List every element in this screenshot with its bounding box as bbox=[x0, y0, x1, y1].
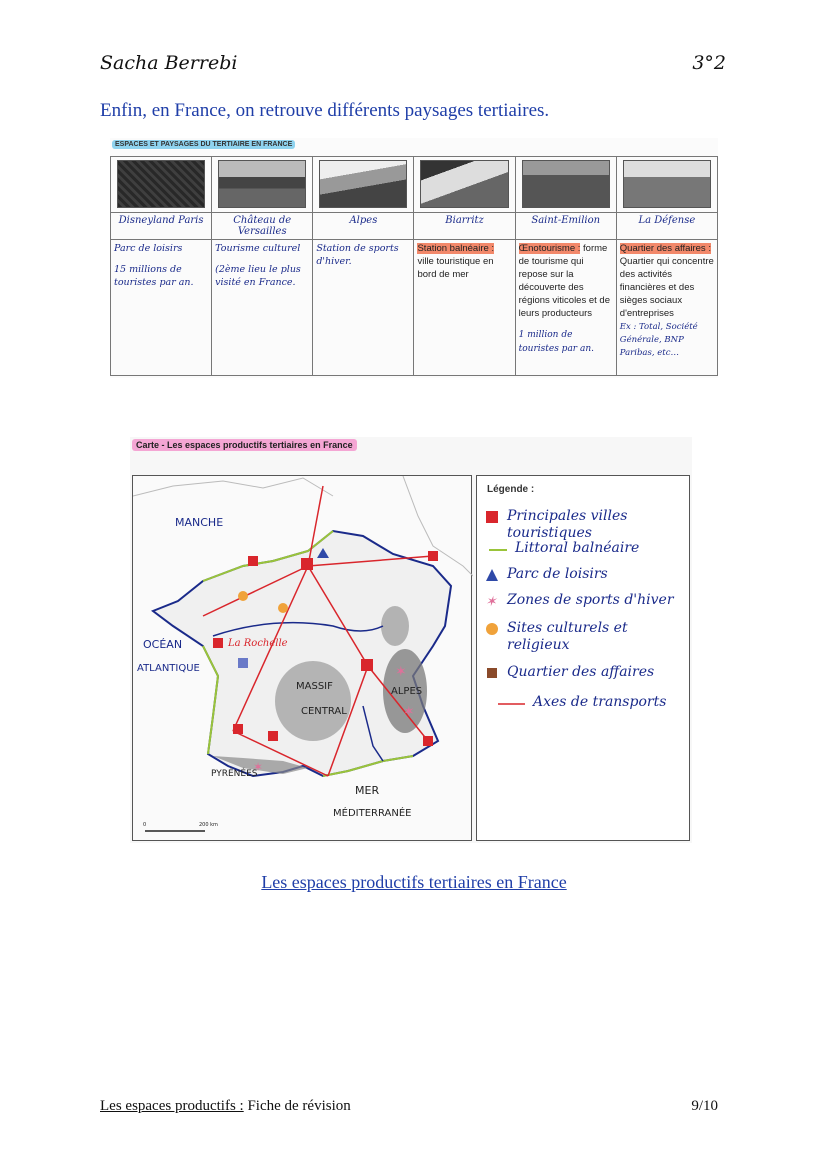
legend-item: Littoral balnéaire bbox=[485, 540, 639, 557]
definition-term: Station balnéaire : bbox=[417, 243, 495, 254]
place-name: La Défense bbox=[616, 213, 717, 240]
orange-dot-icon bbox=[485, 622, 499, 636]
class-label: 3°2 bbox=[692, 52, 726, 74]
map-label-mer: MER bbox=[355, 784, 380, 797]
neighbour-border bbox=[133, 478, 333, 496]
triangle-icon bbox=[485, 568, 499, 582]
ski-zone-marker: ✶ bbox=[395, 665, 407, 680]
place-description: Quartier des affaires : Quartier qui concentre des activités financières et des sièges sociaux d'entreprises Ex : Total, Société Générale, BNP Paribas, etc… bbox=[616, 240, 717, 376]
tourist-city-marker bbox=[213, 638, 223, 648]
tourist-city-marker bbox=[423, 736, 433, 746]
legend-item: Parc de loisirs bbox=[485, 566, 608, 583]
place-name: Saint-Emilion bbox=[515, 213, 616, 240]
business-district-photo bbox=[623, 160, 711, 208]
tourist-city-marker bbox=[301, 558, 313, 570]
tertiary-landscapes-table bbox=[110, 138, 718, 378]
tourist-city-marker bbox=[248, 556, 258, 566]
place-name: Biarritz bbox=[414, 213, 515, 240]
intro-text: Enfin, en France, on retrouve différents paysages tertiaires. bbox=[100, 100, 550, 121]
map-label-alpes: ALPES bbox=[391, 686, 423, 697]
cultural-site-marker bbox=[278, 603, 288, 613]
map-label-central: CENTRAL bbox=[301, 706, 347, 717]
tourist-city-marker bbox=[361, 659, 373, 671]
tertiary-map-figure bbox=[130, 437, 692, 843]
massif-central-relief bbox=[275, 661, 351, 741]
tourist-city-marker bbox=[428, 551, 438, 561]
jura-relief bbox=[381, 606, 409, 646]
page-number: 9/10 bbox=[691, 1098, 718, 1114]
svg-text:✶: ✶ bbox=[485, 594, 497, 608]
france-map bbox=[132, 475, 472, 841]
place-name: Château de Versailles bbox=[212, 213, 313, 240]
ski-zone-marker: ✶ bbox=[253, 760, 264, 774]
map-legend bbox=[476, 475, 690, 841]
definition-term: Quartier des affaires : bbox=[619, 243, 711, 254]
scale-label: 200 km bbox=[199, 822, 218, 828]
theme-park-aerial-photo bbox=[117, 160, 205, 208]
red-square-icon bbox=[485, 510, 499, 524]
map-label-pyrenees: PYRÉNÉES bbox=[211, 769, 258, 779]
tourist-city-marker bbox=[268, 731, 278, 741]
landscapes-grid bbox=[110, 156, 718, 376]
green-line-icon bbox=[485, 542, 507, 556]
map-label-atlantique: ATLANTIQUE bbox=[137, 663, 200, 674]
ski-station-photo bbox=[319, 160, 407, 208]
scale-zero: 0 bbox=[143, 822, 147, 828]
legend-item: Quartier des affaires bbox=[485, 664, 654, 681]
figure-caption-link[interactable]: Les espaces productifs tertiaires en France bbox=[261, 872, 567, 892]
place-description: Station balnéaire : ville touristique en bord de mer bbox=[414, 240, 515, 376]
ski-zone-marker: ✶ bbox=[403, 705, 415, 720]
france-map-drawing bbox=[133, 476, 473, 842]
legend-item: Axes de transports bbox=[485, 694, 666, 711]
brown-square-icon bbox=[485, 666, 499, 680]
place-description: Tourisme culturel (2ème lieu le plus visité en France. bbox=[212, 240, 313, 376]
red-line-icon bbox=[485, 696, 525, 710]
place-description: Œnotourisme : forme de tourisme qui repose sur la découverte des régions viticoles et de leurs producteurs 1 million de touristes par an. bbox=[515, 240, 616, 376]
map-label-la-rochelle: La Rochelle bbox=[228, 638, 288, 649]
palace-photo bbox=[218, 160, 306, 208]
place-description: Parc de loisirs 15 millions de touristes par an. bbox=[111, 240, 212, 376]
definition-term: Œnotourisme : bbox=[518, 243, 581, 254]
legend-item: ✶ Zones de sports d'hiver bbox=[485, 592, 674, 608]
legend-item: Sites culturels et religieux bbox=[485, 620, 675, 654]
vineyard-village-photo bbox=[522, 160, 610, 208]
place-name: Disneyland Paris bbox=[111, 213, 212, 240]
tourist-city-marker bbox=[233, 724, 243, 734]
place-description: Station de sports d'hiver. bbox=[313, 240, 414, 376]
map-label-mediterranee: MÉDITERRANÉE bbox=[333, 808, 412, 819]
map-label-massif: MASSIF bbox=[296, 681, 333, 692]
legend-title: Légende : bbox=[487, 484, 535, 495]
table-title: ESPACES ET PAYSAGES DU TERTIAIRE EN FRANCE bbox=[112, 140, 295, 149]
business-district-marker bbox=[238, 658, 248, 668]
footer-title: Les espaces productifs : Fiche de révision bbox=[100, 1098, 351, 1114]
map-label-ocean: OCÉAN bbox=[143, 638, 183, 651]
place-name: Alpes bbox=[313, 213, 414, 240]
map-label-manche: MANCHE bbox=[175, 516, 224, 529]
map-title: Carte - Les espaces productifs tertiaires en France bbox=[132, 439, 357, 451]
star-icon bbox=[485, 594, 499, 608]
legend-item: Principales villes touristiques bbox=[485, 508, 689, 542]
beach-resort-photo bbox=[420, 160, 508, 208]
cultural-site-marker bbox=[238, 591, 248, 601]
author-name: Sacha Berrebi bbox=[100, 52, 238, 74]
